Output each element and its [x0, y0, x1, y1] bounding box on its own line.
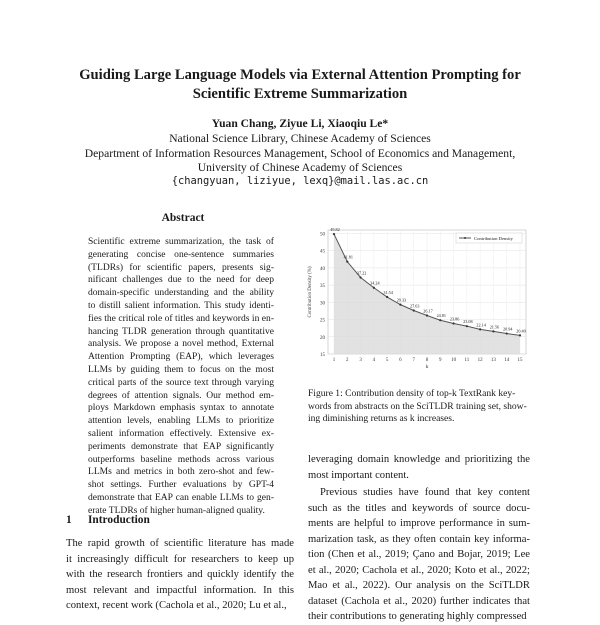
affiliation-2: Department of Information Resources Management, School of Economics and Management, — [84, 147, 516, 160]
data-label: 21.56 — [489, 324, 500, 330]
legend-label: Contribution Density — [474, 236, 513, 241]
y-tick-label: 25 — [320, 318, 325, 324]
x-tick-label: 8 — [425, 358, 429, 363]
x-tick-label: 13 — [490, 358, 496, 363]
contribution-density-chart — [304, 220, 536, 370]
y-tick-label: 35 — [320, 284, 325, 290]
paper-title — [40, 66, 560, 104]
introduction-line: most relevant and impactful information. In this — [66, 584, 294, 596]
body-line: Mao et al., 2022). Our analysis on the SciTLDR — [308, 580, 530, 591]
abstract-line: generating concise one-sentence summaries — [88, 248, 274, 260]
abstract-line: demonstrate that EAP can enable LLMs to gen- — [88, 491, 274, 503]
x-tick-label: 11 — [464, 358, 470, 363]
body-line: most important content. — [308, 469, 409, 481]
introduction-line: The rapid growth of scientific literature has made — [66, 538, 294, 549]
data-label: 26.17 — [423, 308, 433, 314]
body-line: dataset (Cachola et al., 2020) further indicates that — [308, 595, 530, 607]
abstract-line: LLMs and metrics in both zero-shot and few- — [88, 466, 274, 478]
body-line: Previous studies have found that key content — [320, 487, 530, 498]
data-label: 34.24 — [370, 280, 380, 286]
data-point — [426, 314, 428, 316]
caption-line: Figure 1: Contribution density of top-k TextRank key- — [308, 388, 516, 399]
abstract-line: critical parts of the source text through varying — [88, 376, 274, 388]
abstract-line: nificant challenges due to the need for deep — [88, 274, 274, 286]
introduction-line: with the research frontiers and quickly identify the — [66, 569, 294, 580]
title-line-2: Scientific Extreme Summarization — [192, 86, 408, 102]
data-point — [506, 332, 508, 334]
abstract-line: shot settings. Further evaluations by GPT-4 — [88, 479, 274, 491]
y-tick-label: 30 — [320, 301, 325, 307]
x-tick-label: 1 — [332, 358, 336, 363]
introduction-body — [66, 536, 294, 614]
x-tick-label: 15 — [517, 358, 523, 363]
introduction-line: context, recent work (Cachola et al., 2020; Lu et al., — [66, 600, 287, 611]
x-tick-label: 5 — [385, 358, 389, 363]
abstract-heading: Abstract — [161, 212, 205, 224]
y-tick-label: 50 — [320, 232, 325, 238]
abstract-line: attention levels, enabling LLMs to prioritize — [88, 415, 274, 427]
x-tick-label: 3 — [359, 358, 362, 363]
figure-1-chart — [304, 220, 536, 375]
data-point — [359, 276, 361, 278]
section-title: Introduction — [88, 514, 150, 526]
abstract-line: Scientific extreme summarization, the task of — [88, 236, 274, 247]
data-point — [479, 328, 481, 330]
x-tick-label: 6 — [399, 358, 402, 363]
data-point — [452, 322, 454, 324]
abstract-line: ploys Markdown emphasis syntax to annotate — [88, 402, 274, 414]
data-point — [439, 319, 441, 321]
data-label: 20.94 — [503, 326, 513, 332]
abstract-line: analysis. We propose a novel method, External — [88, 338, 274, 350]
affiliation-1: National Science Library, Chinese Academy of Sciences — [169, 132, 431, 145]
body-line: such as the titles and keywords of source docu- — [308, 502, 530, 514]
caption-line: words from abstracts on the SciTLDR training set, show- — [308, 400, 527, 412]
data-point — [413, 309, 415, 311]
data-label: 37.22 — [356, 270, 367, 276]
data-label: 49.82 — [330, 227, 340, 233]
body-line: et al., 2020; Cachola et al., 2020; Koto et al., 2022; — [308, 564, 530, 576]
right-column-paragraph — [308, 485, 530, 625]
abstract-line: outperforms baseline methods across various — [88, 453, 274, 465]
data-point — [492, 330, 494, 332]
abstract-line: to distill salient information. This study identi- — [88, 299, 274, 311]
x-tick-label: 9 — [439, 358, 442, 363]
abstract-line: degrees of attention signals. Our method em- — [88, 389, 274, 401]
data-label: 27.63 — [410, 303, 420, 309]
section-number: 1 — [66, 514, 72, 526]
abstract-line: fies the critical role of titles and keywords in en- — [88, 312, 274, 324]
figure-1-caption — [308, 388, 530, 426]
y-tick-label: 40 — [320, 266, 325, 272]
caption-line: ing diminishing returns as k increases. — [308, 413, 455, 425]
data-label: 20.40 — [516, 328, 526, 334]
abstract-line: LLMs by guiding them to focus on the most — [88, 363, 274, 375]
data-point — [519, 334, 521, 336]
data-label: 41.81 — [343, 254, 353, 260]
title-line-1: Guiding Large Language Models via External Attention Prompting for — [79, 67, 521, 83]
x-axis-title: k — [425, 364, 429, 370]
x-tick-label: 7 — [412, 358, 415, 363]
data-point — [346, 261, 348, 263]
body-line: tion (Chen et al., 2019; Çano and Bojar, 2019; Lee — [308, 549, 530, 560]
x-tick-label: 10 — [451, 358, 457, 363]
body-line: leveraging domain knowledge and prioritizing the — [308, 454, 530, 465]
x-tick-label: 12 — [477, 358, 483, 363]
x-tick-label: 14 — [504, 358, 510, 363]
data-point — [466, 325, 468, 327]
data-label: 29.33 — [396, 297, 407, 303]
author-email: {changyuan, liziyue, lexq}@mail.las.ac.cn — [171, 175, 429, 187]
body-line: marization task, as they often contain key informa- — [308, 533, 530, 545]
data-point — [373, 287, 375, 289]
abstract-line: hancing TLDR generation through quantitative — [88, 325, 274, 337]
x-tick-label: 4 — [372, 358, 376, 363]
abstract-line: (TLDRs) for scientific papers, presents sig- — [88, 261, 274, 273]
y-tick-label: 45 — [320, 249, 325, 255]
abstract-line: periments demonstrate that EAP significantly — [88, 440, 274, 452]
data-label: 31.54 — [383, 290, 393, 296]
section-heading-introduction — [66, 514, 150, 526]
abstract-body — [88, 236, 274, 518]
data-label: 22.14 — [476, 322, 486, 328]
introduction-line: it increasingly difficult for researchers to keep up — [66, 553, 294, 565]
data-label: 23.08 — [463, 319, 473, 325]
data-point — [399, 304, 401, 306]
author-list: Yuan Chang, Ziyue Li, Xiaoqiu Le* — [211, 117, 389, 130]
data-label: 23.86 — [449, 316, 460, 322]
data-point — [333, 233, 335, 235]
affiliation-3: University of Chinese Academy of Sciences — [197, 161, 403, 174]
body-line: ments are helpful to improve performance in sum- — [308, 518, 530, 529]
body-line: their contributions to generating highly compressed — [308, 611, 527, 622]
y-tick-label: 20 — [320, 335, 325, 341]
right-column-continuation — [308, 452, 530, 483]
data-label: 24.81 — [436, 313, 446, 319]
y-tick-label: 15 — [320, 353, 325, 358]
abstract-line: erate TLDRs of higher human-aligned quality. — [88, 504, 265, 516]
y-axis-title: Contribution Density (%) — [308, 266, 313, 318]
x-tick-label: 2 — [346, 358, 349, 363]
data-point — [386, 296, 388, 298]
legend-marker — [464, 237, 466, 239]
abstract-line: salient information effectively. Extensive ex- — [88, 427, 274, 439]
abstract-line: domain-specific understanding and the ability — [88, 287, 274, 299]
abstract-line: Attention Prompting (EAP), which leverages — [88, 351, 274, 363]
